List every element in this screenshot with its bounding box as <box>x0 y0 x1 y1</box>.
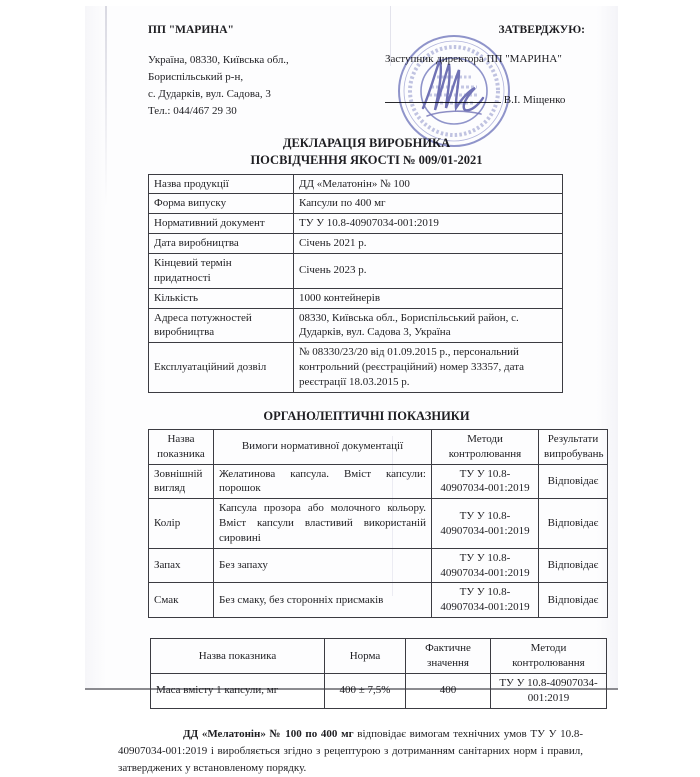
column-header: Фактичне значення <box>406 639 491 674</box>
header-columns <box>148 52 585 120</box>
row-value: Січень 2021 р. <box>294 234 563 254</box>
column-header: Назва показника <box>149 429 214 464</box>
row-label: Кількість <box>149 288 294 308</box>
table-row <box>149 308 563 343</box>
row-label: Адреса потужностей виробництва <box>149 308 294 343</box>
signature-line <box>385 90 501 103</box>
conclusion-paragraph <box>118 726 583 777</box>
indicator-result: Відповідає <box>539 464 608 499</box>
table-row <box>149 288 563 308</box>
approve-label: ЗАТВЕРДЖУЮ: <box>498 24 585 36</box>
conclusion-text: відповідає вимогам технічних умов ТУ У 10.8-40907034-001:2019 і виробляється згідно з рецептурою з дотриманням санітарних норм і правил, затверджених у встановленому порядку. <box>118 727 584 774</box>
mass-table <box>150 638 607 708</box>
table-row <box>149 499 608 549</box>
approver-title: Заступник директора ПП "МАРИНА" <box>385 52 562 65</box>
document-title <box>148 135 585 169</box>
table-row <box>149 234 563 254</box>
doc-title-line2: ПОСВІДЧЕННЯ ЯКОСТІ № 009/01-2021 <box>250 152 483 167</box>
company-name: ПП "МАРИНА" <box>148 24 234 36</box>
address-line: Україна, 08330, Київська обл., <box>148 53 289 66</box>
row-label: Дата виробництва <box>149 234 294 254</box>
row-value: 08330, Київська обл., Бориспільський район, с. Дударків, вул. Садова 3, Україна <box>294 308 563 343</box>
product-info-table <box>148 174 563 393</box>
table-row <box>149 548 608 583</box>
table-row <box>149 464 608 499</box>
column-header: Методи контролювання <box>491 639 607 674</box>
table-row <box>149 174 563 194</box>
indicator-method: ТУ У 10.8-40907034-001:2019 <box>432 464 539 499</box>
row-label: Форма випуску <box>149 194 294 214</box>
approver-name: В.І. Міщенко <box>503 93 566 106</box>
indicator-name: Смак <box>149 583 214 618</box>
indicator-requirement: Без запаху <box>214 548 432 583</box>
row-value: Капсули по 400 мг <box>294 194 563 214</box>
address-line: Тел.: 044/467 29 30 <box>148 104 237 117</box>
indicator-method: ТУ У 10.8-40907034-001:2019 <box>432 499 539 549</box>
table-header-row <box>151 639 607 674</box>
indicator-method: ТУ У 10.8-40907034-001:2019 <box>432 583 539 618</box>
table-row <box>151 673 607 708</box>
column-header: Методи контролювання <box>432 429 539 464</box>
row-label: Експлуатаційний дозвіл <box>149 343 294 393</box>
company-address <box>148 52 333 120</box>
indicator-requirement: Капсула прозора або молочного кольору. Вміст капсули властивий використаній сировині <box>214 499 432 549</box>
column-header: Результати випробувань <box>539 429 608 464</box>
table-row <box>149 583 608 618</box>
indicator-result: Відповідає <box>539 583 608 618</box>
indicator-requirement: Желатинова капсула. Вміст капсули: порошок <box>214 464 432 499</box>
document-header <box>148 22 585 39</box>
signature-row <box>385 90 585 109</box>
table-header-row <box>149 429 608 464</box>
conclusion-product: ДД «Мелатонін» № 100 по 400 мг <box>183 727 354 740</box>
table-row <box>149 253 563 288</box>
indicator-result: Відповідає <box>539 499 608 549</box>
organoleptic-table <box>148 429 608 618</box>
column-header: Назва показника <box>151 639 325 674</box>
mass-indicator-name: Маса вмісту 1 капсули, мг <box>151 673 325 708</box>
address-line: с. Дударків, вул. Садова, 3 <box>148 87 271 100</box>
row-value: Січень 2023 р. <box>294 253 563 288</box>
column-header: Вимоги нормативної документації <box>214 429 432 464</box>
doc-title-line1: ДЕКЛАРАЦІЯ ВИРОБНИКА <box>282 135 451 150</box>
row-label: Нормативний документ <box>149 214 294 234</box>
indicator-result: Відповідає <box>539 548 608 583</box>
organoleptic-section-title: ОРГАНОЛЕПТИЧНІ ПОКАЗНИКИ <box>263 408 470 423</box>
column-header: Норма <box>325 639 406 674</box>
indicator-method: ТУ У 10.8-40907034-001:2019 <box>432 548 539 583</box>
row-label: Кінцевий термін придатності <box>149 253 294 288</box>
document-page <box>85 6 618 774</box>
row-value: № 08330/23/20 від 01.09.2015 р., персональний контрольний (реєстраційний) номер 33357, дата реєстрації 18.03.2015 р. <box>294 343 563 393</box>
row-value: ДД «Мелатонін» № 100 <box>294 174 563 194</box>
address-line: Бориспільський р-н, <box>148 70 244 83</box>
mass-method: ТУ У 10.8-40907034-001:2019 <box>491 673 607 708</box>
table-row <box>149 194 563 214</box>
mass-norm: 400 ± 7,5% <box>325 673 406 708</box>
row-label: Назва продукції <box>149 174 294 194</box>
row-value: 1000 контейнерів <box>294 288 563 308</box>
approver-block <box>385 52 585 120</box>
mass-actual-value: 400 <box>406 673 491 708</box>
indicator-requirement: Без смаку, без сторонніх присмаків <box>214 583 432 618</box>
row-value: ТУ У 10.8-40907034-001:2019 <box>294 214 563 234</box>
indicator-name: Запах <box>149 548 214 583</box>
table-row <box>149 214 563 234</box>
table-row <box>149 343 563 393</box>
indicator-name: Зовнішній вигляд <box>149 464 214 499</box>
document-content <box>85 6 618 777</box>
indicator-name: Колір <box>149 499 214 549</box>
